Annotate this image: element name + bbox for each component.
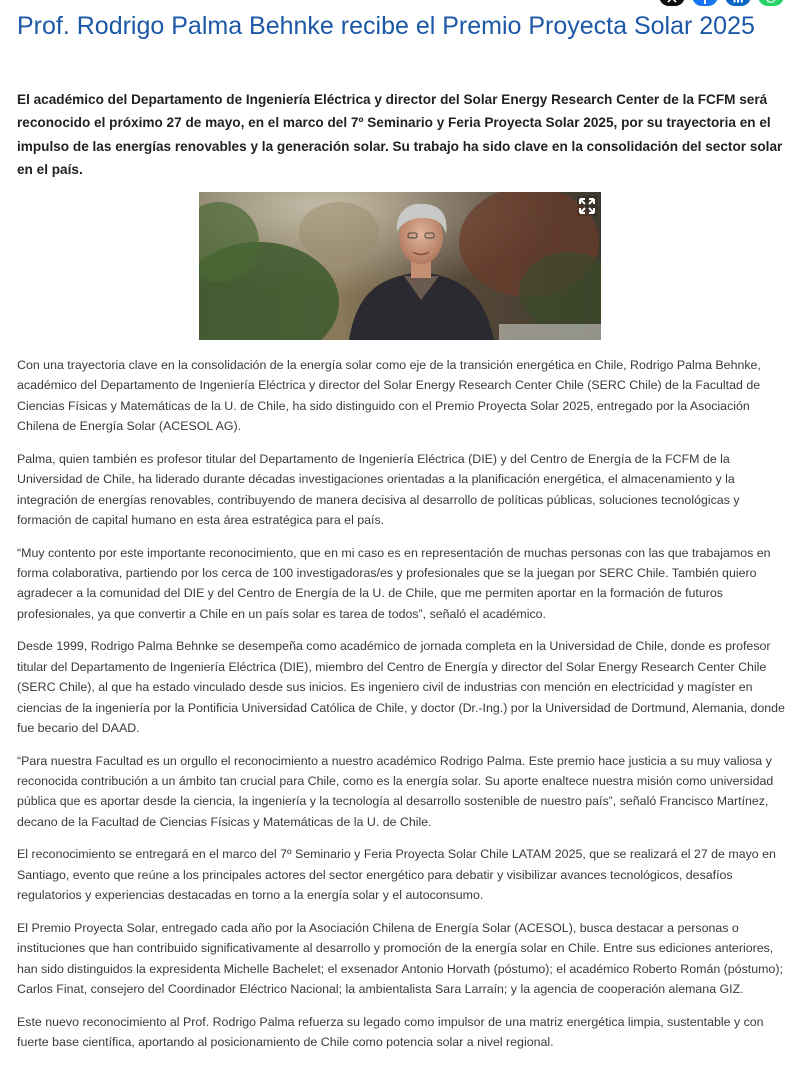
article-title: Prof. Rodrigo Palma Behnke recibe el Premio Proyecta Solar 2025 bbox=[17, 12, 755, 40]
expand-icon[interactable] bbox=[577, 196, 597, 216]
body-paragraph: El reconocimiento se entregará en el marco del 7º Seminario y Feria Proyecta Solar Chile LATAM 2025, que se realizará el 27 de mayo en Santiago, evento que reúne a los principales actores del sector energético para debatir y visibilizar avances tecnológicos, desafíos regulatorios y experiencias destacadas en torno a la energía solar y el autoconsumo. bbox=[17, 847, 776, 903]
whatsapp-icon bbox=[765, 0, 777, 4]
body-paragraph: El Premio Proyecta Solar, entregado cada año por la Asociación Chilena de Energía Solar (ACESOL), busca destacar a personas o instituciones que han contribuido significativamente al desarrollo y promoción de la energía solar en Chile. Entre sus ediciones anteriores, han sido distinguidos la expresidenta Michelle Bachelet; el exsenador Antonio Horvath (póstumo); el académico Roberto Román (póstumo); Carlos Finat, consejero del Coordinador Eléctrico Nacional; la ambientalista Sara Larraín; y la agencia de cooperación alemana GIZ. bbox=[17, 920, 783, 997]
body-paragraph: Con una trayectoria clave en la consolidación de la energía solar como eje de la transición energética en Chile, Rodrigo Palma Behnke, académico del Departamento de Ingeniería Eléctrica y director del Solar Energy Research Center Chile (SERC Chile) de la Facultad de Ciencias Físicas y Matemáticas de la U. de Chile, ha sido distinguido con el Premio Proyecta Solar 2025, entregado por la Asociación Chilena de Energía Solar (ACESOL AG). bbox=[17, 358, 761, 434]
facebook-icon bbox=[699, 0, 711, 4]
body-paragraph: “Muy contento por este importante reconocimiento, que en mi caso es en representación de muchas personas con las que trabajamos en forma colaborativa, partiendo por los cerca de 100 investigadoras/es y profesionales que se la juegan por SERC Chile. También quiero agradecer a la comunidad del DIE y del Centro de Energía de la U. de Chile, que me permiten aportar en la formación de futuros profesionales, ya que convertir a Chile en un país solar es tarea de todos”, señaló el académico. bbox=[17, 545, 771, 621]
body-paragraph: Desde 1999, Rodrigo Palma Behnke se desempeña como académico de jornada completa en la Universidad de Chile, donde es profesor titular del Departamento de Ingeniería Eléctrica (DIE), miembro del Centro de Energía y director del Solar Energy Research Center Chile (SERC Chile), al que ha estado vinculado desde sus inicios. Es ingeniero civil de industrias con mención en electricidad y magíster en ciencias de la ingeniería por la Pontificia Universidad Católica de Chile, y doctor (Dr.-Ing.) por la Universidad de Dortmund, Alemania, donde fue becario del DAAD. bbox=[17, 639, 785, 736]
body-paragraph: “Para nuestra Facultad es un orgullo el reconocimiento a nuestro académico Rodrigo Palma. Este premio hace justicia a su muy valiosa y reconocida contribución a un ámbito tan crucial para Chile, como es la energía solar. Su aporte enaltece nuestra misión como universidad pública que es aportar desde la ciencia, la ingeniería y la tecnología al desarrollo sostenible de nuestro país”, señaló Francisco Martínez, decano de la Facultad de Ciencias Físicas y Matemáticas de la U. de Chile. bbox=[17, 753, 774, 829]
share-linkedin-button[interactable] bbox=[725, 0, 751, 6]
portrait-photo bbox=[199, 192, 601, 340]
x-icon bbox=[666, 0, 678, 4]
share-facebook-button[interactable] bbox=[692, 0, 718, 6]
share-bar bbox=[659, 0, 784, 6]
article-image[interactable] bbox=[199, 192, 601, 340]
linkedin-icon bbox=[732, 0, 744, 4]
share-x-button[interactable] bbox=[659, 0, 685, 6]
body-paragraph: Palma, quien también es profesor titular del Departamento de Ingeniería Eléctrica (DIE) y del Centro de Energía de la FCFM de la Universidad de Chile, ha liderado durante décadas investigaciones orientadas a la planificación energética, el almacenamiento y la integración de energías renovables, contribuyendo de manera decisiva al desarrollo de políticas públicas, soluciones tecnológicas y formación de capital humano en esta área estratégica para el país. bbox=[17, 451, 740, 528]
article-body bbox=[17, 355, 787, 1065]
body-paragraph: Este nuevo reconocimiento al Prof. Rodrigo Palma refuerza su legado como impulsor de una matriz energética limpia, sustentable y con fuerte base científica, aportando al posicionamiento de Chile como potencia solar a nivel regional. bbox=[17, 1014, 764, 1050]
share-whatsapp-button[interactable] bbox=[758, 0, 784, 6]
article-lead: El académico del Departamento de Ingeniería Eléctrica y director del Solar Energy Research Center de la FCFM será reconocido el próximo 27 de mayo, en el marco del 7º Seminario y Feria Proyecta Solar 2025, por su trayectoria en el impulso de las energías renovables y la generación solar. Su trabajo ha sido clave en la consolidación del sector solar en el país. bbox=[17, 92, 783, 177]
